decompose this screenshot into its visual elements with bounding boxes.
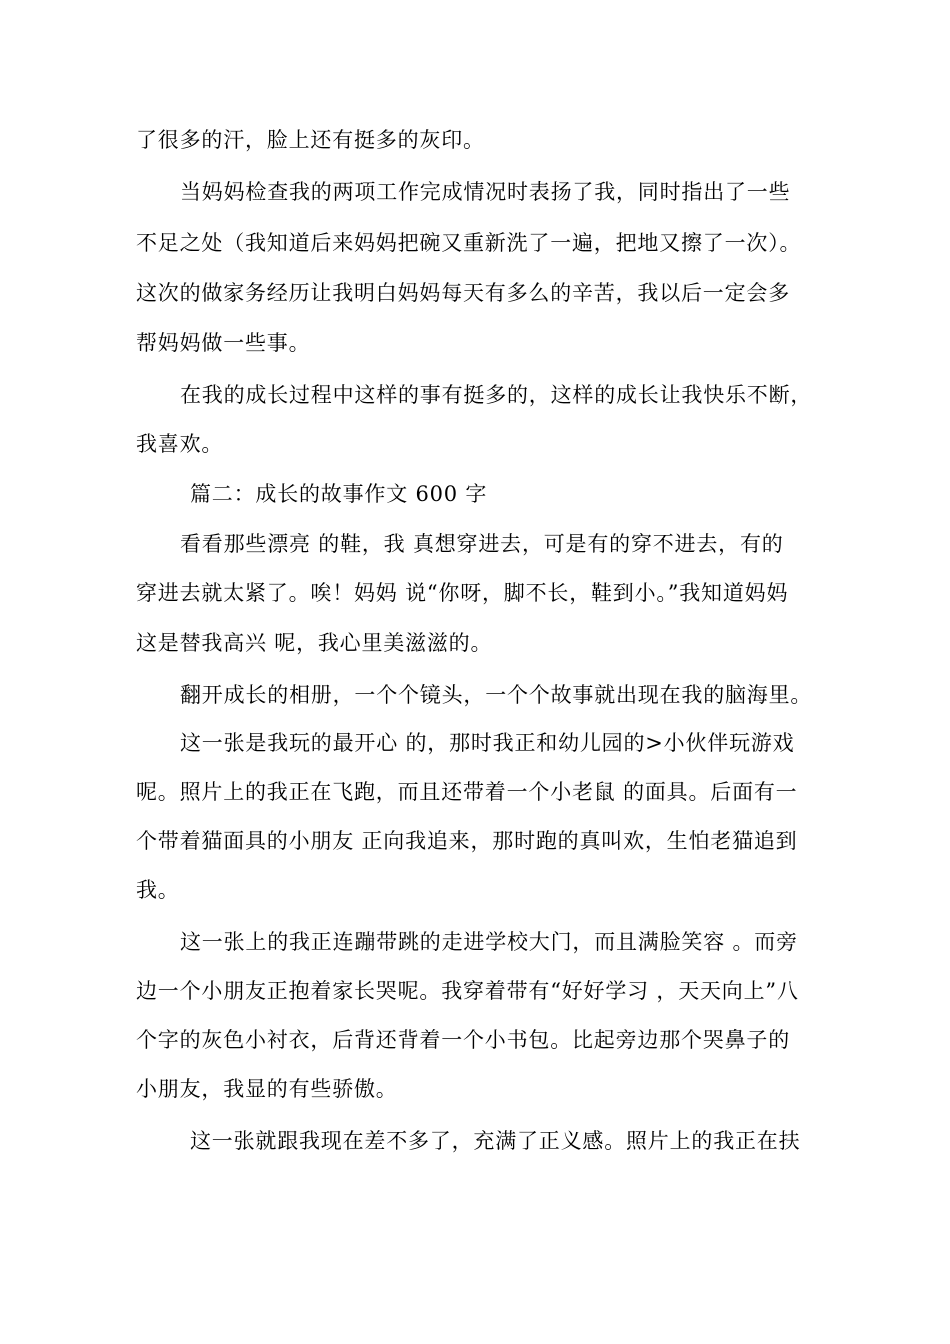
text-line: 这次的做家务经历让我明白妈妈每天有多么的辛苦，我以后一定会多 <box>136 281 790 305</box>
text-line: 小朋友，我显的有些骄傲。 <box>136 1077 398 1101</box>
text-line: 穿进去就太紧了。唉！妈妈 说“你呀，脚不长，鞋到小。”我知道妈妈 <box>136 581 789 605</box>
text-line: 这是替我高兴 呢，我心里美滋滋的。 <box>136 631 493 655</box>
text-line: 个带着猫面具的小朋友 正向我追来，那时跑的真叫欢，生怕老猫追到 <box>136 829 798 853</box>
text-line: 当妈妈检查我的两项工作完成情况时表扬了我，同时指出了一些 <box>180 180 791 204</box>
text-line: 呢。照片上的我正在飞跑，而且还带着一个小老鼠 的面具。后面有一 <box>136 780 798 804</box>
text-line: 这一张上的我正连蹦带跳的走进学校大门，而且满脸笑容 。而旁 <box>180 930 798 954</box>
text-line: 我。 <box>136 878 180 902</box>
text-line: 翻开成长的相册，一个个镜头，一个个故事就出现在我的脑海里。 <box>180 683 813 707</box>
text-line: 在我的成长过程中这样的事有挺多的，这样的成长让我快乐不断， <box>180 383 813 407</box>
text-line: 这一张是我玩的最开心 的，那时我正和幼儿园的>小伙伴玩游戏 <box>180 731 795 755</box>
text-line: 这一张就跟我现在差不多了，充满了正义感。照片上的我正在扶 <box>190 1129 801 1153</box>
section-heading: 篇二：成长的故事作文 600 字 <box>190 482 488 506</box>
text-line: 了很多的汗，脸上还有挺多的灰印。 <box>136 128 485 152</box>
text-line: 我喜欢。 <box>136 432 224 456</box>
text-line: 看看那些漂亮 的鞋，我 真想穿进去，可是有的穿不进去，有的 <box>180 532 784 556</box>
text-line: 边一个小朋友正抱着家长哭呢。我穿着带有“好好学习 ，天天向上”八 <box>136 979 799 1003</box>
text-line: 个字的灰色小衬衣，后背还背着一个小书包。比起旁边那个哭鼻子的 <box>136 1028 790 1052</box>
text-line: 不足之处（我知道后来妈妈把碗又重新洗了一遍，把地又擦了一次）。 <box>136 231 802 255</box>
text-line: 帮妈妈做一些事。 <box>136 331 311 355</box>
